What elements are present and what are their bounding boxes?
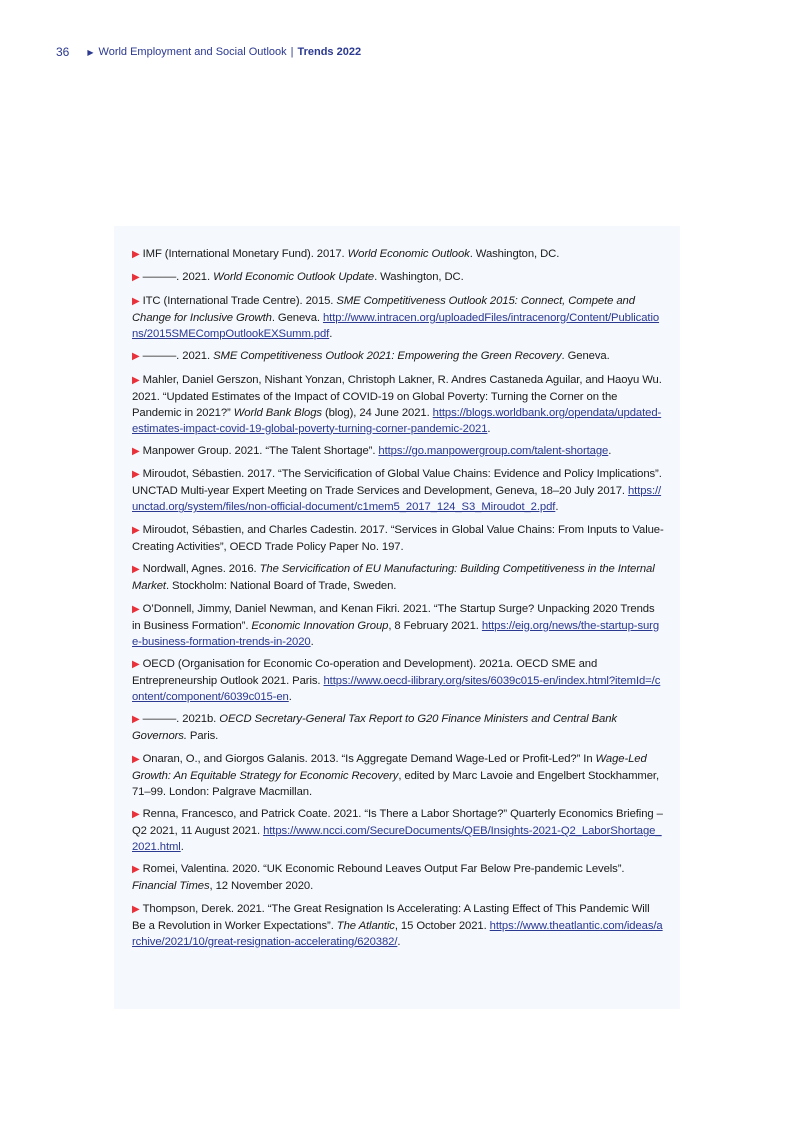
triangle-bullet-icon: ▶ <box>132 753 140 765</box>
triangle-bullet-icon: ▶ <box>132 903 140 915</box>
reference-title: Economic Innovation Group <box>251 619 389 632</box>
reference-title: World Bank Blogs <box>233 406 322 419</box>
header-separator: | <box>290 46 294 58</box>
reference-link[interactable]: https://www.ncci.com/SecureDocuments/QEB/Insights-2021-Q2_LaborShortage_2021.html <box>132 825 662 854</box>
references-panel <box>114 226 680 1009</box>
reference-entry <box>132 443 664 460</box>
reference-text: ———. 2021. <box>142 271 214 284</box>
reference-link[interactable]: https://unctad.org/system/files/non-official-document/c1mem5_2017_124_S3_Miroudot_2.pdf <box>132 485 662 514</box>
reference-title: SME Competitiveness Outlook 2021: Empowering the Green Recovery <box>213 350 562 363</box>
triangle-bullet-icon: ▶ <box>132 864 140 876</box>
triangle-bullet-icon: ▶ <box>132 603 140 615</box>
reference-entry <box>132 466 664 515</box>
reference-text: ———. 2021. <box>142 350 214 363</box>
reference-text: . <box>487 422 491 435</box>
reference-text: OECD (Organisation for Economic Co-operation and Development). 2021a. OECD SME and Entrepreneurship Outlook 2021. Paris. <box>132 657 598 687</box>
reference-text: Thompson, Derek. 2021. “The Great Resignation Is Accelerating: A Lasting Effect of This Pandemic Will Be a Revolution in Worker Expectations”. <box>132 902 650 932</box>
reference-link[interactable]: https://blogs.worldbank.org/opendata/updated-estimates-impact-covid-19-global-poverty-turning-corner-pandemic-2021 <box>132 406 662 435</box>
reference-title: World Economic Outlook Update <box>213 271 375 284</box>
reference-link[interactable]: https://www.theatlantic.com/ideas/archive/2021/10/great-resignation-accelerating/620382/ <box>132 919 663 948</box>
triangle-bullet-icon: ▶ <box>132 295 140 307</box>
reference-text: . Stockholm: National Board of Trade, Sweden. <box>165 580 397 593</box>
reference-entry <box>132 269 664 286</box>
reference-text: Nordwall, Agnes. 2016. <box>142 563 260 576</box>
reference-text: Mahler, Daniel Gerszon, Nishant Yonzan, Christoph Lakner, R. Andres Castaneda Aguilar, and Haoyu Wu. 2021. “Updated Estimates of the Impact of COVID-19 on Global Poverty: Turning the Corner on the Pandemic in 2021?” <box>132 373 662 419</box>
reference-text: . <box>608 444 612 457</box>
reference-text: . <box>555 501 559 514</box>
reference-text: , edited by Marc Lavoie and Engelbert Stockhammer, 71–99. London: Palgrave Macmillan. <box>132 769 659 798</box>
reference-title: Financial Times <box>132 880 210 893</box>
triangle-bullet-icon: ▶ <box>132 272 140 284</box>
reference-text: Paris. <box>186 730 219 743</box>
reference-text: . Geneva. <box>271 311 323 324</box>
reference-text: Renna, Francesco, and Patrick Coate. 2021. “Is There a Labor Shortage?” Quarterly Economics Briefing – Q2 2021, 11 August 2021. <box>132 808 663 838</box>
reference-text: , 8 February 2021. <box>388 619 482 632</box>
reference-link[interactable]: https://www.oecd-ilibrary.org/sites/6039c015-en/index.html?itemId=/content/component/6039c015-en <box>132 674 661 703</box>
reference-link[interactable]: http://www.intracen.org/uploadedFiles/intracenorg/Content/Publications/2015SMECompOutlookEXSumm.pdf <box>132 311 660 340</box>
reference-entry <box>132 348 664 365</box>
reference-link[interactable]: https://go.manpowergroup.com/talent-shortage <box>378 444 609 457</box>
reference-text: O’Donnell, Jimmy, Daniel Newman, and Kenan Fikri. 2021. “The Startup Surge? Unpacking 2020 Trends in Business Formation”. <box>132 602 655 632</box>
reference-link[interactable]: https://eig.org/news/the-startup-surge-business-formation-trends-in-2020 <box>132 619 660 648</box>
reference-entry <box>132 372 664 437</box>
reference-entry <box>132 293 664 342</box>
triangle-bullet-icon: ▶ <box>132 524 140 536</box>
reference-text: Manpower Group. 2021. “The Talent Shortage”. <box>142 444 379 457</box>
reference-text: , 12 November 2020. <box>209 880 314 893</box>
reference-entry <box>132 246 664 263</box>
reference-text: . Washington, DC. <box>469 248 560 260</box>
running-header <box>56 45 361 59</box>
reference-entry <box>132 751 664 800</box>
reference-text: Miroudot, Sébastien. 2017. “The Servicification of Global Value Chains: Evidence and Policy Implications”. UNCTAD Multi-year Expert Meeting on Trade Services and Development, Geneva, 18–20 July 2017. <box>132 468 662 498</box>
series-title: World Employment and Social Outlook <box>98 46 287 58</box>
reference-text: (blog), 24 June 2021. <box>321 406 433 419</box>
triangle-bullet-icon: ▶ <box>132 469 140 481</box>
triangle-bullet-icon: ▶ <box>132 249 140 260</box>
report-subtitle: Trends 2022 <box>297 46 362 58</box>
reference-title: Wage-Led Growth: An Equitable Strategy for Economic Recovery <box>132 752 647 782</box>
triangle-bullet-icon: ▶ <box>132 714 140 726</box>
reference-entry <box>132 861 664 894</box>
reference-entry <box>132 806 664 855</box>
triangle-bullet-icon: ▶ <box>132 351 140 363</box>
reference-text: . <box>180 841 184 854</box>
triangle-bullet-icon: ▶ <box>132 809 140 821</box>
reference-text: . Washington, DC. <box>374 271 464 284</box>
reference-title: The Servicification of EU Manufacturing: Building Competitiveness in the Internal Market <box>132 563 655 593</box>
reference-text: , 15 October 2021. <box>394 919 490 932</box>
reference-text: Miroudot, Sébastien, and Charles Cadestin. 2017. “Services in Global Value Chains: From Inputs to Value-Creating Activities”, OECD Trade Policy Paper No. 197. <box>132 523 664 553</box>
reference-title: OECD Secretary-General Tax Report to G20 Finance Ministers and Central Bank Governors. <box>132 713 617 743</box>
reference-text: ITC (International Trade Centre). 2015. <box>142 294 337 307</box>
reference-title: SME Competitiveness Outlook 2015: Connect, Compete and Change for Inclusive Growth <box>132 294 635 324</box>
reference-entry <box>132 711 664 744</box>
triangle-bullet-icon: ▶ <box>132 374 140 386</box>
reference-title: World Economic Outlook <box>347 248 470 260</box>
reference-text: . <box>310 635 314 648</box>
page-number: 36 <box>56 45 70 59</box>
reference-entry <box>132 656 664 705</box>
triangle-bullet-icon: ▶ <box>132 564 140 576</box>
reference-text: IMF (International Monetary Fund). 2017. <box>142 248 348 260</box>
triangle-bullet-icon: ▶ <box>132 658 140 670</box>
reference-text: Onaran, O., and Giorgos Galanis. 2013. “Is Aggregate Demand Wage-Led or Profit-Led?” In <box>142 752 596 765</box>
reference-text: Romei, Valentina. 2020. “UK Economic Rebound Leaves Output Far Below Pre-pandemic Levels”. <box>142 863 625 876</box>
triangle-bullet-icon: ▶ <box>87 47 94 57</box>
reference-text: . <box>329 327 333 340</box>
reference-text: . <box>397 935 401 948</box>
reference-text: . Geneva. <box>561 350 610 363</box>
reference-title: The Atlantic <box>336 919 395 932</box>
reference-entry <box>132 901 664 950</box>
reference-entry <box>132 561 664 594</box>
reference-entry <box>132 522 664 555</box>
reference-entry <box>132 601 664 650</box>
reference-text: . <box>288 690 292 703</box>
reference-text: ———. 2021b. <box>142 713 220 726</box>
triangle-bullet-icon: ▶ <box>132 445 140 457</box>
